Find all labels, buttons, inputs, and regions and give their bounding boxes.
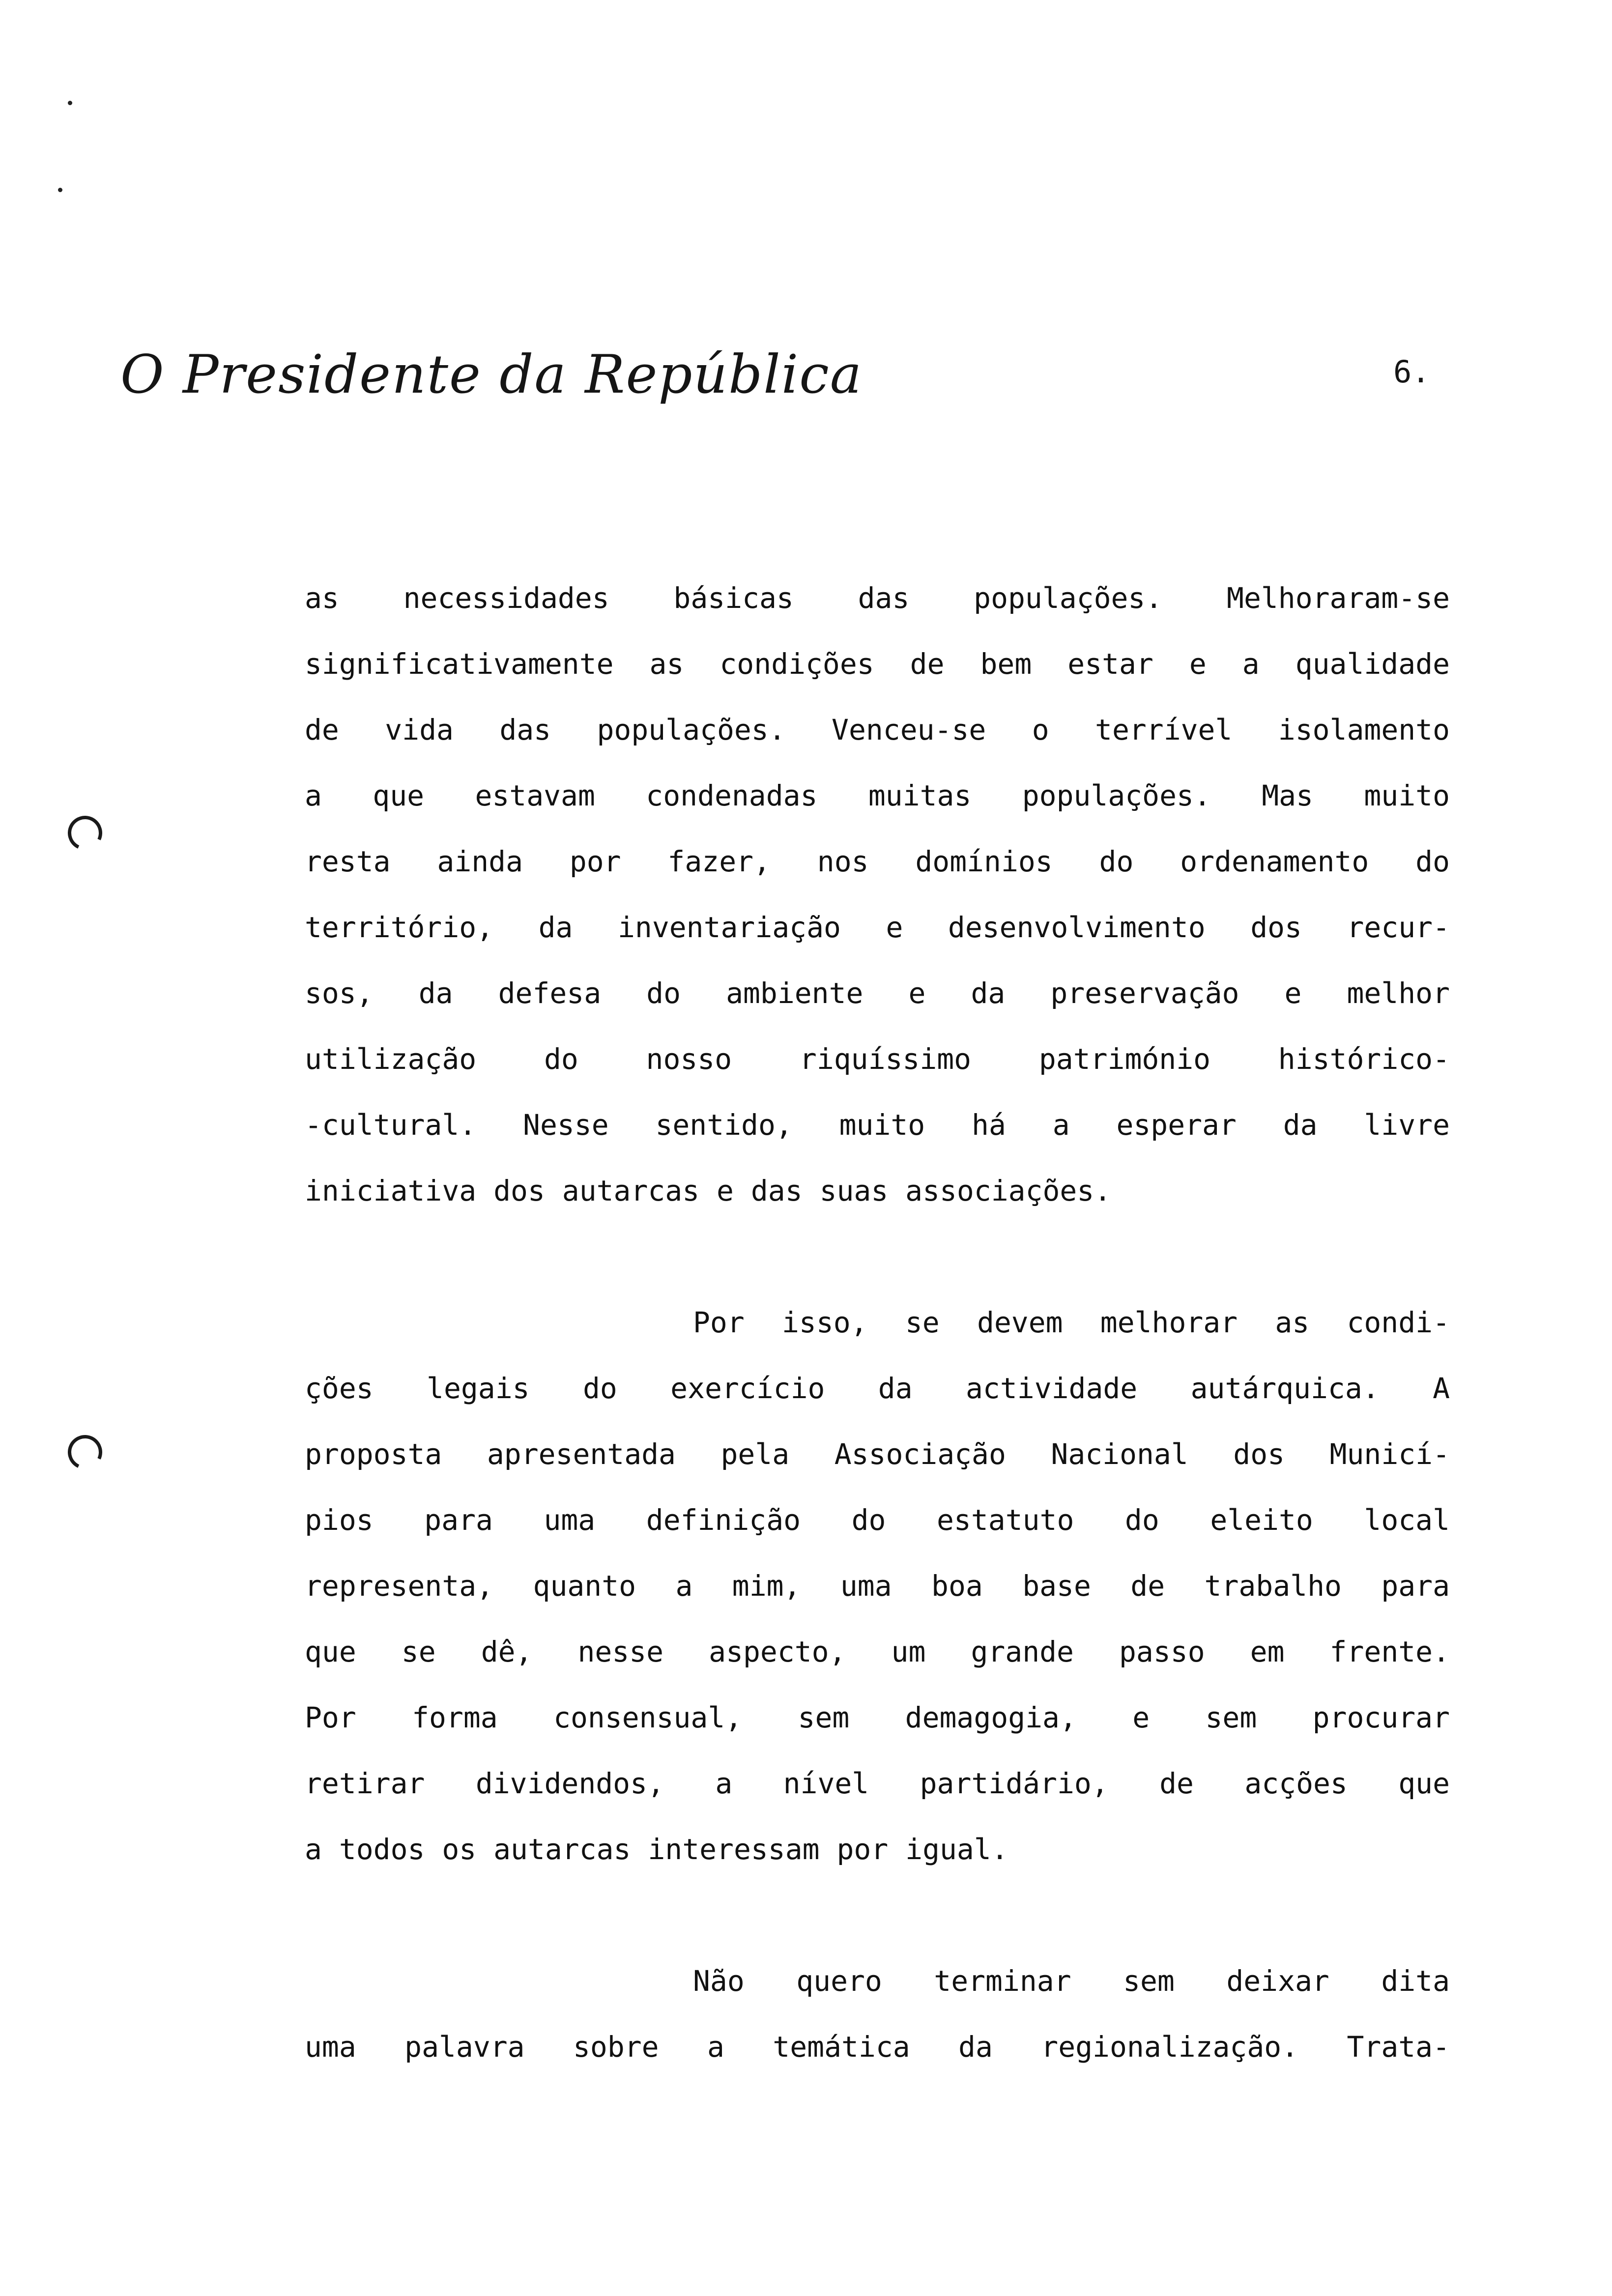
letterhead: O Presidente da República bbox=[120, 344, 863, 405]
scan-speck bbox=[68, 101, 72, 105]
punch-hole-mark bbox=[63, 811, 107, 855]
body-text bbox=[305, 565, 1450, 2080]
text-line: pios para uma definição do estatuto do eleito local bbox=[305, 1503, 1450, 1537]
paragraph-gap bbox=[305, 1882, 1450, 1948]
text-line: a todos os autarcas interessam por igual. bbox=[305, 1833, 1008, 1866]
paragraph bbox=[305, 1290, 1450, 1882]
text-line: as necessidades básicas das populações. Melhoraram-se bbox=[305, 581, 1450, 615]
paragraph-gap bbox=[305, 1224, 1450, 1290]
text-line: proposta apresentada pela Associação Nacional dos Municí- bbox=[305, 1437, 1450, 1471]
text-line: significativamente as condições de bem estar e a qualidade bbox=[305, 647, 1450, 681]
text-line: Por forma consensual, sem demagogia, e sem procurar bbox=[305, 1701, 1450, 1734]
text-line: Não quero terminar sem deixar dita bbox=[693, 1964, 1450, 1998]
text-line: de vida das populações. Venceu-se o terrível isolamento bbox=[305, 713, 1450, 746]
paragraph bbox=[305, 565, 1450, 1224]
text-line: território, da inventariação e desenvolvimento dos recur- bbox=[305, 911, 1450, 944]
punch-hole-mark bbox=[63, 1430, 107, 1474]
text-line: Por isso, se devem melhorar as condi- bbox=[693, 1306, 1450, 1339]
scan-speck bbox=[58, 188, 62, 192]
text-line: utilização do nosso riquíssimo património histórico- bbox=[305, 1042, 1450, 1076]
text-line: retirar dividendos, a nível partidário, de acções que bbox=[305, 1767, 1450, 1800]
text-line: a que estavam condenadas muitas populações. Mas muito bbox=[305, 779, 1450, 812]
text-line: ções legais do exercício da actividade autárquica. A bbox=[305, 1372, 1450, 1405]
text-line: uma palavra sobre a temática da regionalização. Trata- bbox=[305, 2030, 1450, 2064]
page-number: 6. bbox=[1393, 354, 1430, 390]
text-line: -cultural. Nesse sentido, muito há a esperar da livre bbox=[305, 1108, 1450, 1142]
paragraph bbox=[305, 1948, 1450, 2080]
text-line: resta ainda por fazer, nos domínios do ordenamento do bbox=[305, 845, 1450, 878]
text-line: que se dê, nesse aspecto, um grande passo em frente. bbox=[305, 1635, 1450, 1668]
text-line: iniciativa dos autarcas e das suas associações. bbox=[305, 1174, 1112, 1207]
text-line: sos, da defesa do ambiente e da preservação e melhor bbox=[305, 976, 1450, 1010]
text-line: representa, quanto a mim, uma boa base de trabalho para bbox=[305, 1569, 1450, 1603]
